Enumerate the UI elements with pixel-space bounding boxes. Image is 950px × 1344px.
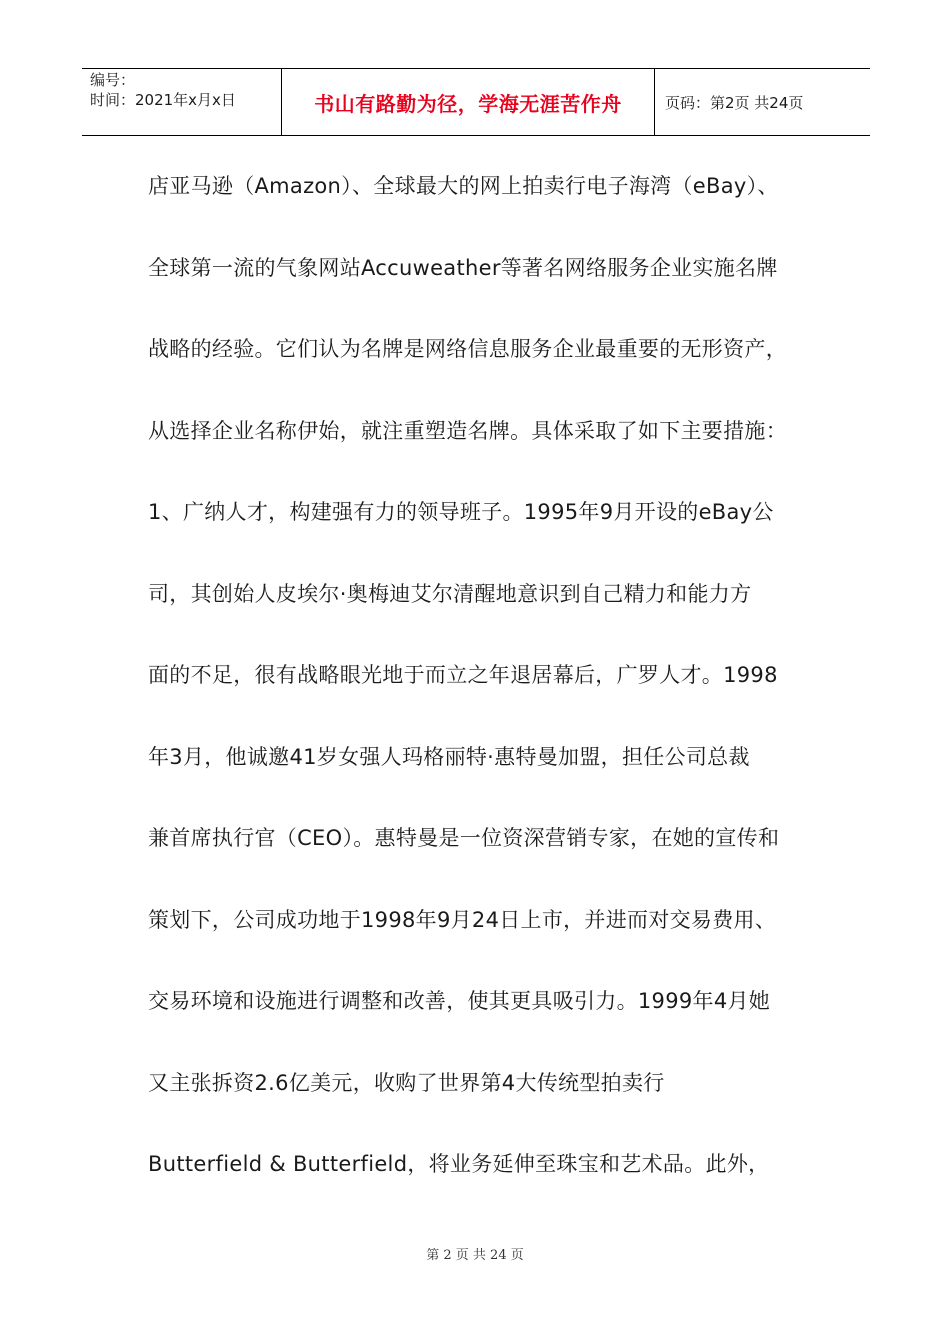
body-line: Butterfield & Butterfield，将业务延伸至珠宝和艺术品。此外， [148,1152,770,1176]
header-meta-cell [82,69,282,135]
motto-text: 书山有路勤为径，学海无涯苦作舟 [314,91,622,116]
body-line: 策划下，公司成功地于1998年9月24日上市，并进而对交易费用、 [148,907,777,932]
body-line: 又主张拆资2.6亿美元，收购了世界第4大传统型拍卖行 [148,1070,665,1095]
serial-label: 编号： [90,71,136,89]
body-line: 面的不足，很有战略眼光地于而立之年退居幕后，广罗人才。1998 [148,663,778,687]
page-header [82,68,870,136]
body-line: 交易环境和设施进行调整和改善，使其更具吸引力。1999年4月她 [148,989,771,1013]
date-label: 时间：2021年x月x日 [90,91,236,109]
page-info-text: 页码：第2页 共24页 [665,93,804,112]
body-line: 司，其创始人皮埃尔·奥梅迪艾尔清醒地意识到自己精力和能力方 [148,581,752,606]
body-line: 1、广纳人才，构建强有力的领导班子。1995年9月开设的eBay公 [148,500,774,524]
body-line: 店亚马逊（Amazon）、全球最大的网上拍卖行电子海湾（eBay）、 [148,174,779,198]
header-motto-cell [282,69,655,135]
body-line: 兼首席执行官（CEO）。惠特曼是一位资深营销专家，在她的宣传和 [148,826,780,850]
page-footer: 第 2 页 共 24 页 [426,1248,524,1263]
body-line: 全球第一流的气象网站Accuweather等著名网络服务企业实施名牌 [148,255,778,280]
body-line: 从选择企业名称伊始，就注重塑造名牌。具体采取了如下主要措施： [148,418,787,443]
header-page-cell [655,69,870,135]
document-body [148,161,828,1221]
body-line: 战略的经验。它们认为名牌是网络信息服务企业最重要的无形资产， [148,337,787,361]
body-line: 年3月，他诚邀41岁女强人玛格丽特·惠特曼加盟，担任公司总裁 [148,744,750,769]
